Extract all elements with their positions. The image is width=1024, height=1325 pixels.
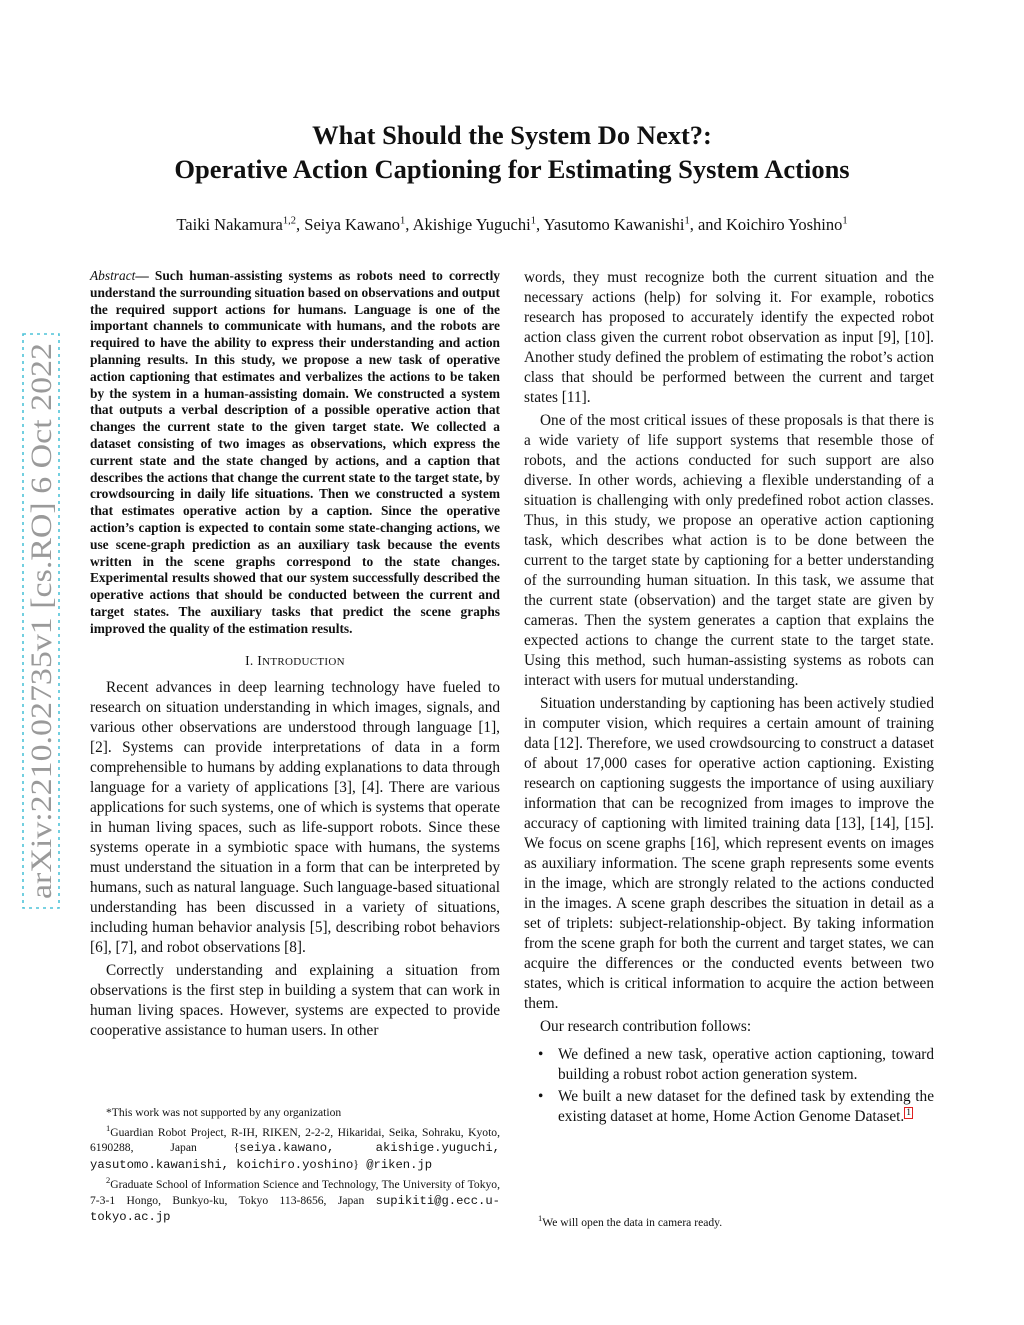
author: Taiki Nakamura$^{1,2}$, <box>176 214 305 234</box>
author: Yasutomo Kawanishi$^1$, and <box>543 214 726 234</box>
abstract-label: Abstract <box>90 268 136 283</box>
title-line-2: Operative Action Captioning for Estimating System Actions <box>174 154 850 184</box>
bullet-icon: • <box>538 1046 544 1063</box>
arxiv-stamp <box>20 332 62 910</box>
footnote-funding: *This work was not supported by any organization <box>106 1106 342 1119</box>
abstract <box>90 268 500 638</box>
intro-paragraph-2: Correctly understanding and explaining a situation from observations is the first step in building a system that can work in human living spaces. However, systems are expected to provide cooperative assistance to human users. In other <box>90 961 500 1039</box>
intro-paragraph-1: Recent advances in deep learning technology have fueled to research on situation understanding in which images, signals, and various other observations are understood through language [1], [2]. Systems can provide interpretations of data in a form comprehensible to humans by adding explanations to data through language for a variety of applications [3], [4]. There are various applications for such systems, one of which is systems that operate in human living spaces, such as life-support robots. Since these systems operate in a symbiotic space with humans, the systems must understand the situation in a form that can be interpreted by humans, such as natural language. Such language-based situational understanding has been discussed in a variety of situations, including human behavior analysis [5], describing robot behaviors [6], [7], and robot observations [8]. <box>90 678 500 956</box>
footnote-affiliation-1: $^1$Guardian Robot Project, R-IH, RIKEN, 2-2-2, Hikaridai, Seika, Sohraku, Kyoto, 6190288, Japan {seiya.kawano, akishige.yuguchi, yasutomo.kawanishi, koichiro.yoshino} @riken.jp <box>90 1122 500 1172</box>
footnote-right-mark: 1 <box>538 1213 543 1223</box>
footnote-right <box>524 1211 934 1230</box>
intro-paragraph-4: One of the most critical issues of these proposals is that there is a wide variety of life support systems that resemble those of robots, and the actions conducted for such support are also diverse. In other words, achieving a flexible understanding of a situation is challenging with only predefined robot action classes. Thus, in this study, we propose an operative action captioning task, which describes what action is to be done between the current to the target state by captioning for a better understanding of the surrounding human situation. In this task, we assume that the current state (observation) and the target state are given by cameras. Then the system generates a caption that explains the expected actions to change the current state to the target state. Using this method, such human-assisting systems as robots can interact with users for mutual understanding. <box>524 412 934 689</box>
footnotes-left <box>90 1105 500 1226</box>
right-column <box>524 268 934 1129</box>
footnote-affiliation-2: $^2$Graduate School of Information Science and Technology, The University of Tokyo, 7-3-1 Hongo, Bunkyo-ku, Tokyo 113-8656, Japan supikiti@g.ecc.u-tokyo.ac.jp <box>90 1175 500 1225</box>
bullet-icon: • <box>538 1088 544 1105</box>
paper-title <box>80 118 944 186</box>
intro-paragraph-3: words, they must recognize both the current situation and the necessary actions (help) for solving it. For example, robotics research has proposed to accurately identify the expected robot action class given the current robot observation as input [9], [10]. Another study defined the problem of estimating the robot’s action class that should be performed between the current and target states [11]. <box>524 269 934 406</box>
affiliation-1-emails[interactable]: seiya.kawano, akishige.yuguchi, yasutomo.kawanishi, koichiro.yoshino <box>90 1141 500 1172</box>
author: Akishige Yuguchi$^1$, <box>412 214 544 234</box>
author-list <box>80 210 944 236</box>
left-column <box>90 268 500 1041</box>
contribution-item: • We built a new dataset for the defined task by extending the existing dataset at home, Home Action Genome Dataset. $^1$ <box>538 1088 934 1125</box>
title-line-1: What Should the System Do Next?: <box>312 120 712 150</box>
contribution-list <box>524 1045 934 1127</box>
arxiv-id: arXiv:2210.02735v1 [cs.RO] 6 Oct 2022 <box>25 407 58 899</box>
abstract-text: Such human-assisting systems as robots need to correctly understand the surrounding situation based on observations and output the required support actions for humans. Language is one of the important channels to communicate with humans, and the robots are required to have the ability to express their understanding and action planning results. In this study, we propose a new task of operative action captioning that estimates and verbalizes the actions to be taken by the system in a human-assisting domain. We constructed a system that outputs a verbal description of a possible operative action that changes the current state to the given target state. We collected a dataset consisting of two images as observations, which express the current state and the state changed by actions, and a caption that describes the actions that change the current state to the target state, by crowdsourcing in daily life situations. Then we constructed a system that estimates operative action by a caption. Since the operative action’s caption is expected to contain some state-changing actions, we use scene-graph prediction as an auxiliary task because the events written in the scene graphs correspond to the state changes. Experimental results showed that our system successfully described the operative actions that should be conducted between the current and target states. The auxiliary tasks that predict the scene graphs improved the quality of the estimation results. <box>90 268 500 636</box>
section-heading-introduction: I. INTRODUCTION <box>245 652 345 668</box>
footnote-link-1[interactable]: 1 <box>906 1107 911 1118</box>
arxiv-stamp-svg <box>20 332 62 910</box>
intro-paragraph-6: Our research contribution follows: <box>540 1018 752 1035</box>
intro-paragraph-5: Situation understanding by captioning has been actively studied in computer vision, which requires a certain amount of training data [12]. Therefore, we used crowdsourcing to construct a dataset of about 17,000 cases for operative action captioning. Existing research on captioning suggests the importance of using auxiliary information that can be recognized from images to improve the accuracy of captioning with limited training data [13], [14], [15]. We focus on scene graphs [16], which represent events on images as auxiliary information. The scene graph represents some events in the image, which are strongly related to the actions conducted in the images. A scene graph describes the situation in detail as a set of triplets: subject-relationship-object. By taking information from the scene graph for both the current and target states, we can acquire the differences or the conducted events between two states, which is critical information to acquire the action between them. <box>524 695 934 1012</box>
abstract-dash: — <box>135 268 155 283</box>
author: Seiya Kawano$^1$, <box>304 214 413 234</box>
author: Koichiro Yoshino$^1$ <box>725 214 848 234</box>
footnote-right-text: We will open the data in camera ready. <box>542 1215 723 1229</box>
contribution-item: • We defined a new task, operative action captioning, toward building a robust robot action generation system. <box>538 1046 934 1083</box>
affiliation-2-email[interactable]: supikiti@g.ecc.u-tokyo.ac.jp <box>90 1193 500 1225</box>
